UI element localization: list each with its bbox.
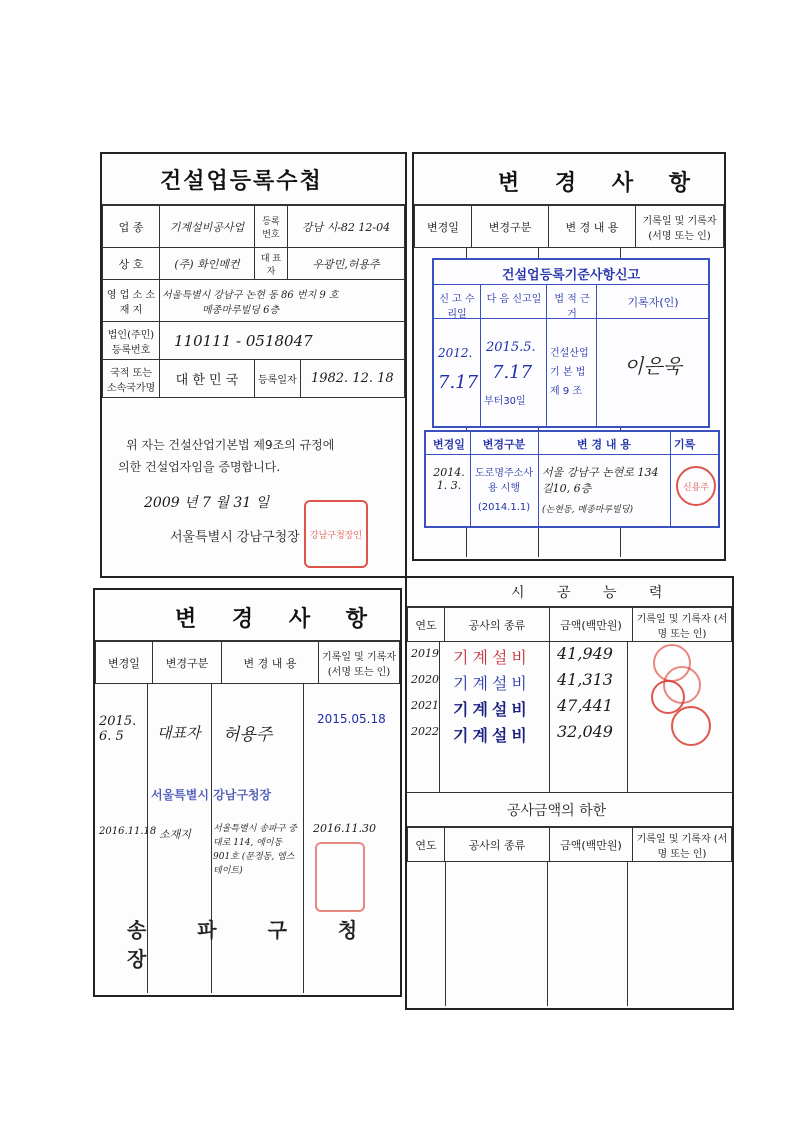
road-address-stamp — [424, 430, 720, 528]
stamp-v1b: 7.17 — [438, 372, 479, 393]
stamp-v1a: 2012. — [438, 346, 473, 360]
record-seal — [671, 706, 711, 746]
stamp2-h2: 변경구분 — [482, 438, 526, 451]
stamp-col4: 기록자(인) — [627, 296, 679, 309]
nation-label: 국적 또는 소속국가명 — [103, 360, 160, 398]
stamp2-d2: 도로명주소사용 시행 — [475, 468, 533, 494]
panel-title: 건설업등록수첩 — [160, 169, 323, 194]
col-type: 공사의 종류 — [445, 608, 550, 642]
lower-limit-header — [407, 827, 732, 862]
col-record: 기록일 및 기록자 (서명 또는 인) — [636, 206, 724, 248]
capacity-panel — [405, 576, 734, 1010]
issuer-seal: 강남구청장인 — [304, 500, 368, 568]
col-content: 변 경 내 용 — [549, 206, 636, 248]
regdate-value: 1982. 12. 18 — [300, 360, 404, 398]
reg-no-label: 등록 번호 — [255, 206, 288, 248]
cert-text-1: 위 자는 건설산업기본법 제9조의 규정에 — [126, 438, 335, 452]
addr-line-2: 메종마루빌딩 6층 — [202, 304, 280, 316]
change-header — [95, 641, 400, 684]
issue-date: 2009 년 7 월 31 일 — [144, 495, 270, 511]
upjong-value: 기계설비공사업 — [160, 206, 255, 248]
col-year: 연도 — [408, 828, 445, 862]
stamp2-h3: 변 경 내 용 — [577, 438, 631, 451]
col-date: 변경일 — [415, 206, 472, 248]
col-record: 기록일 및 기록자 (서명 또는 인) — [319, 642, 400, 684]
col-date: 변경일 — [96, 642, 153, 684]
stamp2-h4: 기록 — [674, 438, 696, 451]
stamp2-seal: 신용주 — [676, 466, 716, 506]
col-type: 공사의 종류 — [445, 828, 550, 862]
col-amount: 금액(백만원) — [550, 608, 633, 642]
upjong-label: 업 종 — [103, 206, 160, 248]
capacity-row: 2021 기계설비 47,441 — [411, 696, 613, 719]
panel-title: 변 경 사 항 — [175, 607, 381, 632]
capacity-row: 2019 기계설비 41,949 — [411, 644, 613, 667]
r2-seal — [315, 842, 365, 912]
registration-report-stamp — [432, 258, 710, 428]
stamp-v2b: 7.17 — [492, 362, 533, 383]
stamp2-d2b: (2014.1.1) — [477, 502, 531, 513]
nation-value: 대 한 민 국 — [160, 360, 255, 398]
issuer: 서울특별시 강남구청장 — [170, 530, 300, 545]
col-content: 변 경 내 용 — [222, 642, 319, 684]
addr-label: 영 업 소 소 재 지 — [103, 280, 160, 322]
lower-limit-title: 공사금액의 하한 — [507, 803, 607, 819]
panel-title: 변 경 사 항 — [498, 171, 704, 196]
stamp-v4: 이은욱 — [624, 354, 682, 378]
stamp-v3: 건설산업 기 본 법 제 9 조 — [550, 348, 589, 397]
corp-label: 법인(주민) 등록번호 — [103, 322, 160, 360]
stamp-col1: 신 고 수리일 — [439, 294, 475, 320]
r1-type: 대표자 — [157, 724, 201, 742]
capacity-row: 2020 기계설비 41,313 — [411, 670, 613, 693]
stamp-title: 건설업등록기준사항신고 — [501, 268, 641, 283]
stamp-col3: 법 적 근 거 — [554, 294, 590, 320]
name-value: (주) 화인메컨 — [160, 248, 255, 280]
stamp-col2: 다 음 신고일 — [486, 294, 542, 305]
r1-content: 허용주 — [223, 725, 273, 745]
capacity-row: 2022 기계설비 32,049 — [411, 722, 613, 745]
col-year: 연도 — [408, 608, 445, 642]
r2-record: 2016.11.30 — [313, 822, 376, 835]
capacity-header — [407, 607, 732, 642]
rep-label: 대 표 자 — [255, 248, 288, 280]
name-label: 상 호 — [103, 248, 160, 280]
change-header — [414, 205, 724, 248]
r1-date: 2015. 6. 5 — [99, 714, 137, 744]
stamp-v2a: 2015.5. — [486, 340, 536, 355]
r1-record: 2015.05.18 — [317, 712, 386, 726]
stamp2-d3b: (논현동, 메종마루빌딩) — [542, 505, 633, 515]
col-record: 기록일 및 기록자 (서명 또는 인) — [633, 608, 732, 642]
r2-content: 서울특별시 송파구 중대로 114, 에이동 901호 (문정동, 엠스테이트) — [213, 824, 297, 876]
stamp2-d3: 서울 강남구 논현로 134길10, 6층 — [542, 466, 659, 495]
change-panel-bottom — [93, 588, 402, 997]
capacity-title: 시 공 능 력 — [511, 585, 677, 601]
stamp-v2c: 부터30일 — [484, 396, 526, 407]
regdate-label: 등록일자 — [255, 360, 301, 398]
stamp2-h1: 변경일 — [433, 438, 465, 451]
addr-line-1: 서울특별시 강남구 논현 동 86 번지 9 호 — [162, 289, 339, 301]
rep-value: 우광민,허용주 — [288, 248, 405, 280]
corp-value: 110111 - 0518047 — [160, 322, 405, 360]
r2-stamp: 송 파 구 청 장 — [127, 918, 380, 971]
r1-stamp: 서울특별시 강남구청장 — [151, 788, 272, 802]
r2-date: 2016.11.18 — [99, 826, 157, 837]
col-type: 변경구분 — [472, 206, 549, 248]
col-type: 변경구분 — [153, 642, 222, 684]
stamp2-d1: 2014. 1. 3. — [433, 466, 465, 492]
col-record: 기록일 및 기록자 (서명 또는 인) — [633, 828, 732, 862]
registration-panel — [100, 152, 407, 578]
cert-text-2: 의한 건설업자임을 증명합니다. — [118, 460, 281, 474]
reg-no-value: 강남 시-82 12-04 — [288, 206, 405, 248]
registration-table — [102, 205, 405, 398]
change-panel-top — [412, 152, 726, 561]
r2-type: 소재지 — [159, 828, 191, 841]
col-amount: 금액(백만원) — [550, 828, 633, 862]
